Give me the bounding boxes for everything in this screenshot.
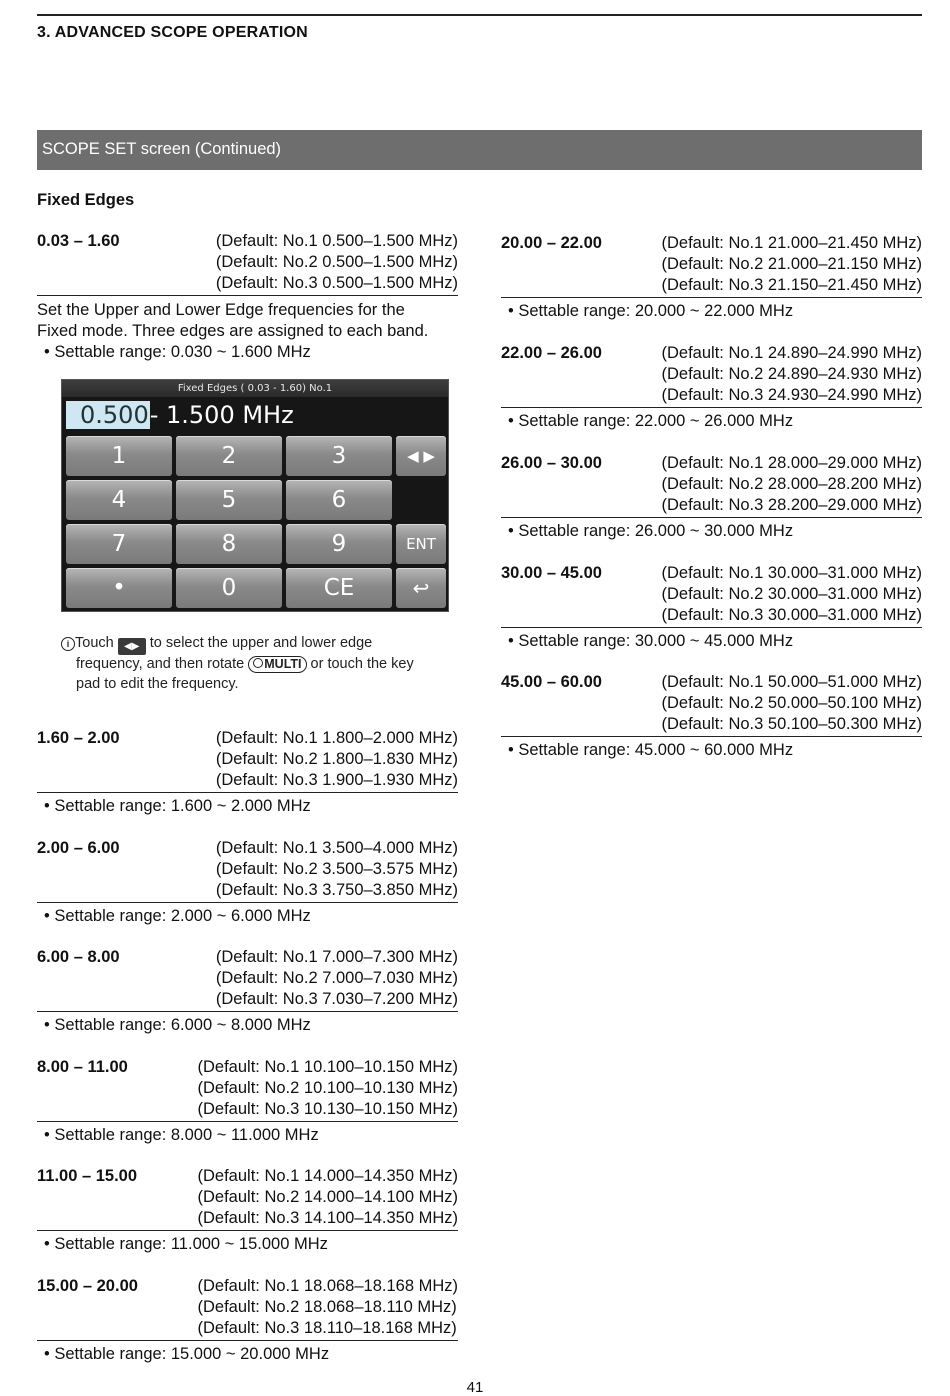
top-rule [37,14,922,16]
band-range: 26.00 – 30.00 [501,454,602,472]
key-9[interactable]: 9 [286,524,392,564]
default-line: (Default: No.2 21.000–21.150 MHz) [661,255,922,273]
default-line: (Default: No.1 0.500–1.500 MHz) [215,232,458,250]
band-defaults [662,453,922,516]
return-icon: ↩ [412,576,430,600]
default-line: (Default: No.2 50.000–50.100 MHz) [661,694,922,712]
usage-note [61,634,461,694]
settable-range: • Settable range: 11.000 ~ 15.000 MHz [44,1235,328,1253]
settable-range: • Settable range: 22.000 ~ 26.000 MHz [508,412,794,430]
band-entry [37,231,458,296]
default-line: (Default: No.2 30.000–31.000 MHz) [661,585,922,603]
key-1[interactable]: 1 [66,436,172,476]
band-entry [501,563,922,652]
key-6[interactable]: 6 [286,480,392,520]
arrows-key-icon: ◀▶ [118,638,146,655]
edge-select-arrows-button[interactable]: ◀ ▶ [396,436,446,476]
settable-range: • Settable range: 6.000 ~ 8.000 MHz [44,1016,311,1034]
lower-edge-value[interactable]: 0.500 [66,401,150,429]
settable-range: • Settable range: 30.000 ~ 45.000 MHz [508,632,794,650]
default-line: (Default: No.1 24.890–24.990 MHz) [661,344,922,362]
description-line: Set the Upper and Lower Edge frequencies for the [37,301,405,319]
note-text: Touch [75,635,114,651]
default-line: (Default: No.1 30.000–31.000 MHz) [661,564,922,582]
band-defaults [216,231,458,294]
key-5[interactable]: 5 [176,480,282,520]
band-range: 22.00 – 26.00 [501,344,602,362]
default-line: (Default: No.3 14.100–14.350 MHz) [197,1209,458,1227]
note-text: or touch the key [306,656,414,672]
default-line: (Default: No.2 3.500–3.575 MHz) [215,860,458,878]
band-range: 8.00 – 11.00 [37,1058,128,1076]
default-line: (Default: No.2 14.000–14.100 MHz) [197,1188,458,1206]
default-line: (Default: No.2 18.068–18.110 MHz) [197,1298,457,1316]
default-line: (Default: No.3 10.130–10.150 MHz) [197,1100,458,1118]
band-entry [37,1057,458,1146]
band-range: 45.00 – 60.00 [501,673,602,691]
info-icon: i [61,637,75,651]
settable-range: • Settable range: 45.000 ~ 60.000 MHz [508,741,794,759]
multi-knob-label: MULTI [248,656,306,673]
settable-range: • Settable range: 26.000 ~ 30.000 MHz [508,522,794,540]
settable-range: • Settable range: 8.000 ~ 11.000 MHz [44,1126,319,1144]
note-text: frequency, and then rotate [76,656,249,672]
frequency-display [66,400,294,430]
default-line: (Default: No.2 7.000–7.030 MHz) [215,969,458,987]
band-defaults [198,1166,458,1229]
settable-range: • Settable range: 15.000 ~ 20.000 MHz [44,1345,330,1363]
frequency-separator: - [149,401,167,429]
ce-button[interactable]: CE [286,568,392,608]
fixed-edges-screen [61,379,449,612]
note-text: to select the upper and lower edge [145,635,373,651]
band-entry [37,1276,458,1365]
settable-range: • Settable range: 0.030 ~ 1.600 MHz [44,343,311,361]
page-number: 41 [466,1379,484,1396]
band-entry [501,233,922,322]
default-line: (Default: No.3 0.500–1.500 MHz) [215,274,458,292]
default-line: (Default: No.1 3.500–4.000 MHz) [215,839,458,857]
default-line: (Default: No.1 21.000–21.450 MHz) [661,234,922,252]
band-entry [37,1166,458,1255]
default-line: (Default: No.1 14.000–14.350 MHz) [197,1167,458,1185]
default-line: (Default: No.3 1.900–1.930 MHz) [215,771,458,789]
band-defaults [216,728,458,791]
settable-range: • Settable range: 2.000 ~ 6.000 MHz [44,907,311,925]
default-line: (Default: No.2 1.800–1.830 MHz) [215,750,458,768]
back-button[interactable] [396,568,446,608]
default-line: (Default: No.3 50.100–50.300 MHz) [661,715,922,733]
key-0[interactable]: 0 [176,568,282,608]
fixed-edges-description [37,300,467,363]
band-range: 1.60 – 2.00 [37,729,120,747]
band-range: 11.00 – 15.00 [37,1167,138,1185]
band-entry [37,728,458,817]
key-3[interactable]: 3 [286,436,392,476]
settable-range: • Settable range: 20.000 ~ 22.000 MHz [508,302,794,320]
band-range: 6.00 – 8.00 [37,948,120,966]
screen-title: Fixed Edges ( 0.03 - 1.60) No.1 [62,380,448,397]
ent-button[interactable]: ENT [396,524,446,564]
default-line: (Default: No.1 50.000–51.000 MHz) [661,673,922,691]
default-line: (Default: No.1 28.000–29.000 MHz) [661,454,922,472]
default-line: (Default: No.2 10.100–10.130 MHz) [197,1079,458,1097]
default-line: (Default: No.1 18.068–18.168 MHz) [197,1277,458,1295]
default-line: (Default: No.3 7.030–7.200 MHz) [215,990,458,1008]
settable-range: • Settable range: 1.600 ~ 2.000 MHz [44,797,311,815]
key-7[interactable]: 7 [66,524,172,564]
band-defaults [216,947,458,1010]
band-entry [37,947,458,1036]
default-line: (Default: No.2 24.890–24.930 MHz) [661,365,922,383]
band-range: 0.03 – 1.60 [37,232,120,250]
note-text: pad to edit the frequency. [76,675,239,692]
band-range: 20.00 – 22.00 [501,234,602,252]
default-line: (Default: No.1 7.000–7.300 MHz) [215,948,458,966]
default-line: (Default: No.3 21.150–21.450 MHz) [661,276,922,294]
band-range: 2.00 – 6.00 [37,839,120,857]
default-line: (Default: No.2 28.000–28.200 MHz) [661,475,922,493]
band-defaults [198,1276,458,1339]
key-decimal[interactable]: • [66,568,172,608]
band-defaults [198,1057,458,1120]
description-line: Fixed mode. Three edges are assigned to each band. [37,322,429,340]
key-8[interactable]: 8 [176,524,282,564]
default-line: (Default: No.3 24.930–24.990 MHz) [661,386,922,404]
default-line: (Default: No.3 3.750–3.850 MHz) [215,881,458,899]
band-defaults [662,563,922,626]
band-entry [501,672,922,761]
band-entry [37,838,458,927]
band-entry [501,343,922,432]
knob-icon [253,658,263,668]
band-defaults [662,343,922,406]
band-defaults [216,838,458,901]
default-line: (Default: No.1 1.800–2.000 MHz) [215,729,458,747]
default-line: (Default: No.2 0.500–1.500 MHz) [215,253,458,271]
band-defaults [662,672,922,735]
default-line: (Default: No.3 30.000–31.000 MHz) [661,606,922,624]
key-4[interactable]: 4 [66,480,172,520]
band-entry [501,453,922,542]
default-line: (Default: No.1 10.100–10.150 MHz) [197,1058,458,1076]
key-2[interactable]: 2 [176,436,282,476]
upper-edge-value[interactable]: 1.500 MHz [166,401,294,429]
chapter-title: 3. ADVANCED SCOPE OPERATION [37,24,308,41]
band-range: 30.00 – 45.00 [501,564,602,582]
default-line: (Default: No.3 18.110–18.168 MHz) [197,1319,457,1337]
band-defaults [662,233,922,296]
band-range: 15.00 – 20.00 [37,1277,138,1295]
default-line: (Default: No.3 28.200–29.000 MHz) [661,496,922,514]
section-title: Fixed Edges [37,191,135,209]
section-banner: SCOPE SET screen (Continued) [37,130,922,170]
